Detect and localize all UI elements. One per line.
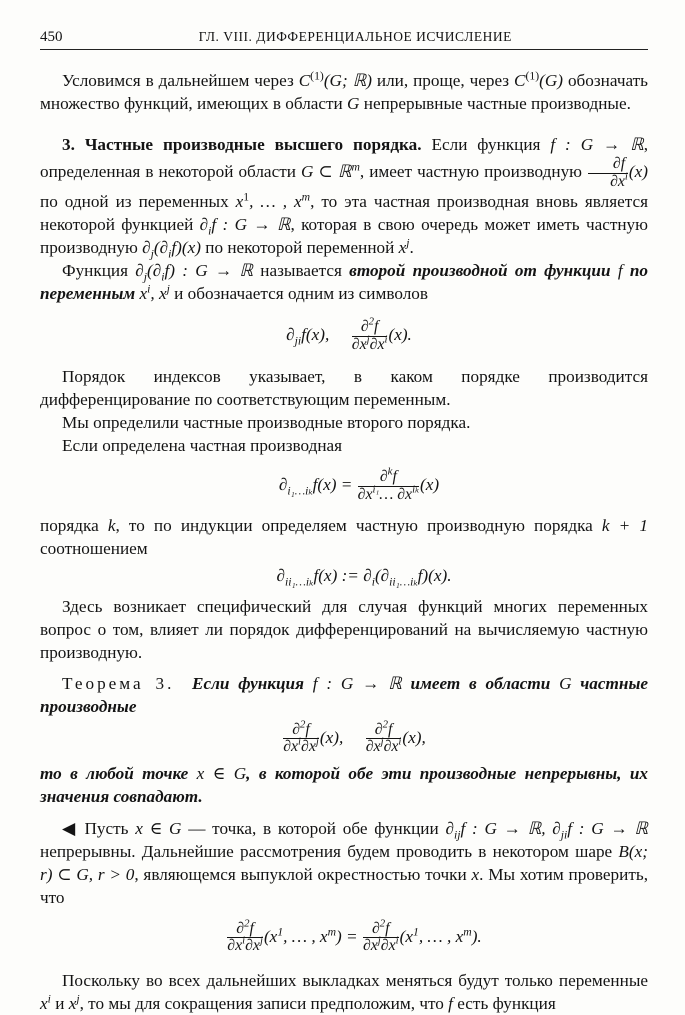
math: ∂ — [374, 720, 383, 738]
math-sup: 2 — [382, 718, 388, 731]
math-sub: ij — [453, 828, 461, 842]
math: ∂x — [283, 738, 299, 756]
text: . — [409, 238, 414, 258]
math-sup: m — [351, 160, 360, 174]
emphasis: , в которой обе эти производные непрерывны, их значения совпадают. — [40, 763, 649, 806]
text: соотношением — [40, 538, 148, 558]
text: , имеет частную производную — [359, 162, 588, 182]
math: ∂ — [236, 919, 245, 937]
emphasis: частные производные — [40, 673, 648, 716]
section-number: 3. — [62, 135, 75, 154]
emphasis: Если функция — [191, 673, 313, 693]
math: ∂x — [357, 486, 373, 504]
frac-denominator — [362, 935, 399, 955]
math: f — [374, 318, 379, 336]
emphasis: то в любой точке — [40, 763, 197, 783]
math: G — [347, 94, 360, 113]
math: (x). — [388, 325, 412, 345]
math: , … , x — [283, 926, 328, 946]
text: по одной из переменных — [40, 192, 236, 212]
math: C — [514, 71, 526, 90]
math: ∂ — [379, 468, 388, 486]
theorem-conclusion — [40, 762, 648, 808]
math-sub: ji — [294, 334, 302, 348]
theorem-label: Теорема 3. — [62, 673, 175, 693]
math: ∂x — [383, 738, 399, 756]
math: (x) — [628, 162, 648, 182]
text: Если функция — [421, 135, 551, 154]
frac-denominator — [227, 935, 263, 955]
math-sup: 2 — [300, 718, 306, 731]
math-sup: m — [327, 925, 337, 939]
math: f) : G → ℝ — [164, 261, 254, 281]
math-sub: j — [150, 247, 154, 261]
text: Поскольку во всех дальнейших выкладках меняться будут только переменные — [62, 971, 648, 991]
math: (x), — [402, 727, 426, 747]
section-title: Частные производные высшего порядка. — [84, 135, 422, 154]
math: f(x) := ∂ — [313, 565, 372, 585]
math-sub: ji — [560, 828, 568, 842]
math-sup: 2 — [368, 315, 375, 328]
text: , то по индукции определяем частную производную порядка — [115, 515, 602, 535]
text: непрерывны. Дальнейшие рассмотрения будем проводить в некотором шаре — [40, 841, 619, 861]
math-sup: i — [398, 736, 402, 748]
equation-3 — [40, 564, 648, 587]
math-sup: 2 — [244, 917, 250, 930]
section-3-paragraph — [40, 133, 648, 259]
math: ∂x — [351, 335, 367, 353]
math: x — [40, 994, 48, 1014]
math: (x) — [420, 475, 440, 495]
math: x — [235, 192, 244, 212]
math-sup: iₖ — [412, 483, 420, 496]
math: ∂x — [227, 937, 243, 955]
math: B(x; r) ⊂ G, r > 0 — [40, 841, 648, 884]
mixed-derivative-ji — [365, 718, 402, 756]
frac-den-text: ∂x — [610, 172, 625, 190]
math-sup: i — [395, 935, 399, 948]
math-sup: (1) — [310, 69, 324, 83]
math-sup: i — [147, 282, 151, 296]
text: Функция — [62, 261, 136, 281]
math: ∂ — [371, 919, 380, 937]
math-sup: j — [76, 992, 80, 1006]
math: ∂x — [245, 937, 260, 955]
math: ∂ — [286, 325, 295, 345]
math-sub: i — [208, 224, 212, 238]
math-sup: 2 — [379, 917, 386, 930]
frac-numerator: ∂f — [588, 156, 628, 174]
frac-denominator — [351, 333, 388, 354]
math: ∂ — [278, 475, 288, 495]
math: f — [385, 919, 390, 937]
math: ∂ — [445, 818, 454, 838]
running-title: ГЛ. VIII. ДИФФЕРЕНЦИАЛЬНОЕ ИСЧИСЛЕНИЕ — [198, 29, 512, 44]
text: непрерывные частные производные. — [359, 94, 631, 113]
text: , являющемся выпуклой окрестностью точки — [134, 864, 472, 884]
math-sub: i₁…iₖ — [287, 484, 313, 498]
math: f)(x) — [171, 238, 201, 258]
math: (∂ — [153, 238, 169, 258]
math: (x), — [319, 727, 344, 747]
math: (∂ — [374, 565, 390, 585]
paragraph-last — [40, 969, 648, 1015]
equation-2 — [40, 466, 648, 504]
page-number: 450 — [40, 29, 63, 45]
math: f — [249, 919, 254, 937]
math: , x — [150, 284, 167, 304]
text: по некоторой переменной — [200, 238, 399, 258]
math-sup: j — [315, 736, 319, 748]
kth-derivative-fraction — [357, 466, 420, 504]
math: f — [387, 720, 393, 738]
math-sub: ii₁…iₖ — [389, 575, 418, 589]
text: есть функция — [452, 994, 556, 1014]
proof-start-icon: ◀ — [62, 818, 78, 838]
math: ∂x — [301, 738, 316, 756]
text: и обозначается одним из символов — [169, 284, 428, 304]
proof-paragraph — [40, 817, 648, 909]
text: и — [50, 994, 69, 1014]
math-sup: 1 — [277, 925, 284, 939]
math-sup: m — [463, 925, 472, 939]
frac-denominator — [283, 736, 319, 756]
emphasis: второй производной от функции — [349, 261, 618, 281]
emphasis: имеет в области — [401, 673, 560, 693]
math: ∂x — [369, 335, 385, 353]
text: , то мы для сокращения записи предположим, что — [79, 994, 449, 1014]
math: f : G → ℝ — [550, 135, 644, 154]
math: G — [559, 673, 572, 693]
text: , определенная в некоторой области — [40, 135, 649, 182]
math-sup: k — [387, 466, 393, 479]
theorem-3 — [40, 672, 648, 718]
math-sup: m — [301, 190, 311, 204]
frac-denominator — [588, 170, 628, 191]
math: k — [107, 515, 116, 535]
paragraph-if-defined: Если определена частная производная — [62, 436, 343, 456]
paragraph-convention — [40, 69, 648, 115]
math: f : G → ℝ — [312, 673, 402, 693]
text: называется — [253, 261, 350, 281]
page — [40, 28, 648, 1015]
equation-1 — [40, 315, 648, 353]
emphasis: по переменным — [40, 261, 649, 304]
math-sup: i — [624, 170, 628, 183]
math: f : G → ℝ — [567, 818, 649, 838]
frac-denominator — [357, 483, 420, 504]
math: f : G → ℝ — [211, 215, 291, 235]
math-sup: i₁ — [372, 483, 380, 496]
mixed-derivative-ij — [283, 718, 319, 756]
paragraph-induction — [40, 514, 648, 560]
math-sup: j — [166, 282, 170, 296]
math-sup: j — [259, 935, 263, 948]
math: x — [139, 284, 148, 304]
math: (x — [399, 926, 413, 946]
math-sup: j — [380, 736, 384, 748]
second-derivative-fraction — [351, 315, 388, 353]
text: Пусть — [77, 818, 136, 838]
partial-fraction — [588, 156, 628, 190]
math: … ∂x — [379, 486, 413, 504]
math-sup: 1 — [243, 190, 250, 204]
paragraph-second-derivative — [40, 259, 648, 305]
math-sub: ii₁…iₖ — [284, 575, 314, 589]
math: ∂ — [135, 261, 144, 281]
paragraph-order: Порядок индексов указывает, в каком порядке производится дифференцирование по соответствующим переменным. — [40, 367, 648, 410]
math: , … , x — [249, 192, 302, 212]
math: ∂ — [360, 318, 369, 336]
math: k + 1 — [601, 515, 648, 535]
text: . Мы хотим проверить, что — [40, 864, 648, 907]
math: x — [398, 238, 407, 258]
math: f)(x). — [417, 565, 452, 585]
text: , то эта частная производная вновь является некоторой функцией — [40, 192, 648, 235]
math: ). — [471, 926, 482, 946]
math: x — [68, 994, 77, 1014]
frac-numerator — [227, 917, 263, 939]
math: f(x), — [301, 325, 330, 345]
text: или, проще, через — [371, 71, 515, 90]
math-sub: i — [371, 575, 375, 589]
equation-5 — [40, 917, 648, 955]
math: x — [471, 864, 480, 884]
math: (x — [263, 926, 278, 946]
math: , … , x — [418, 926, 464, 946]
math-sup: i — [298, 736, 302, 748]
math: ) = — [336, 926, 358, 946]
running-header — [40, 28, 648, 50]
math-sub: i — [161, 270, 165, 284]
frac-denominator — [365, 736, 402, 756]
math-sup: i — [384, 333, 388, 346]
math: f(x) = — [312, 475, 353, 495]
math: ∂x — [365, 738, 381, 756]
math-sup: (1) — [525, 69, 540, 83]
math-sup: 1 — [412, 925, 419, 939]
text: Условимся в дальнейшем через — [62, 71, 299, 90]
math: x ∈ G — [135, 818, 182, 838]
math: C — [298, 71, 311, 90]
math: (∂ — [147, 261, 162, 281]
frac-numerator — [358, 466, 419, 487]
mixed-derivative-ij — [227, 917, 263, 955]
math: f — [617, 261, 623, 281]
text: обозначать множество функций, имеющих в области — [40, 71, 648, 113]
math: f : G → ℝ, ∂ — [460, 818, 561, 838]
math-sup: i — [242, 935, 246, 948]
math: x ∈ G — [196, 763, 247, 783]
math: f — [448, 994, 453, 1014]
math: ∂ — [292, 720, 301, 738]
paragraph-defined: Мы определили частные производные второго порядка. — [62, 413, 471, 433]
text: , которая в свою очередь может иметь частную производную — [40, 215, 648, 258]
mixed-derivative-ji — [362, 917, 399, 955]
paragraph-question: Здесь возникает специфический для случая функций многих переменных вопрос о том, влияет ли порядок дифференцирований на вычисляемую частную производную. — [40, 596, 648, 662]
math-sup: j — [366, 333, 370, 346]
math: f — [392, 468, 397, 486]
math: ∂x — [380, 937, 396, 955]
math: ∂ — [199, 215, 209, 235]
math-sup: j — [406, 236, 410, 250]
math: ∂ — [276, 565, 285, 585]
math: f — [305, 720, 310, 738]
math: G ⊂ ℝ — [300, 162, 352, 182]
text: порядка — [40, 515, 108, 535]
math-sup: i — [47, 992, 51, 1006]
math-sup: j — [377, 935, 381, 948]
math: (G; ℝ) — [323, 71, 372, 90]
equation-4 — [40, 718, 648, 756]
math-sub: i — [168, 247, 172, 261]
math: (G) — [539, 71, 564, 90]
math: ∂x — [362, 937, 378, 955]
math-sub: j — [143, 270, 148, 284]
frac-numerator — [283, 718, 319, 740]
text: — точка, в которой обе функции — [181, 818, 446, 838]
math: ∂ — [142, 238, 151, 258]
